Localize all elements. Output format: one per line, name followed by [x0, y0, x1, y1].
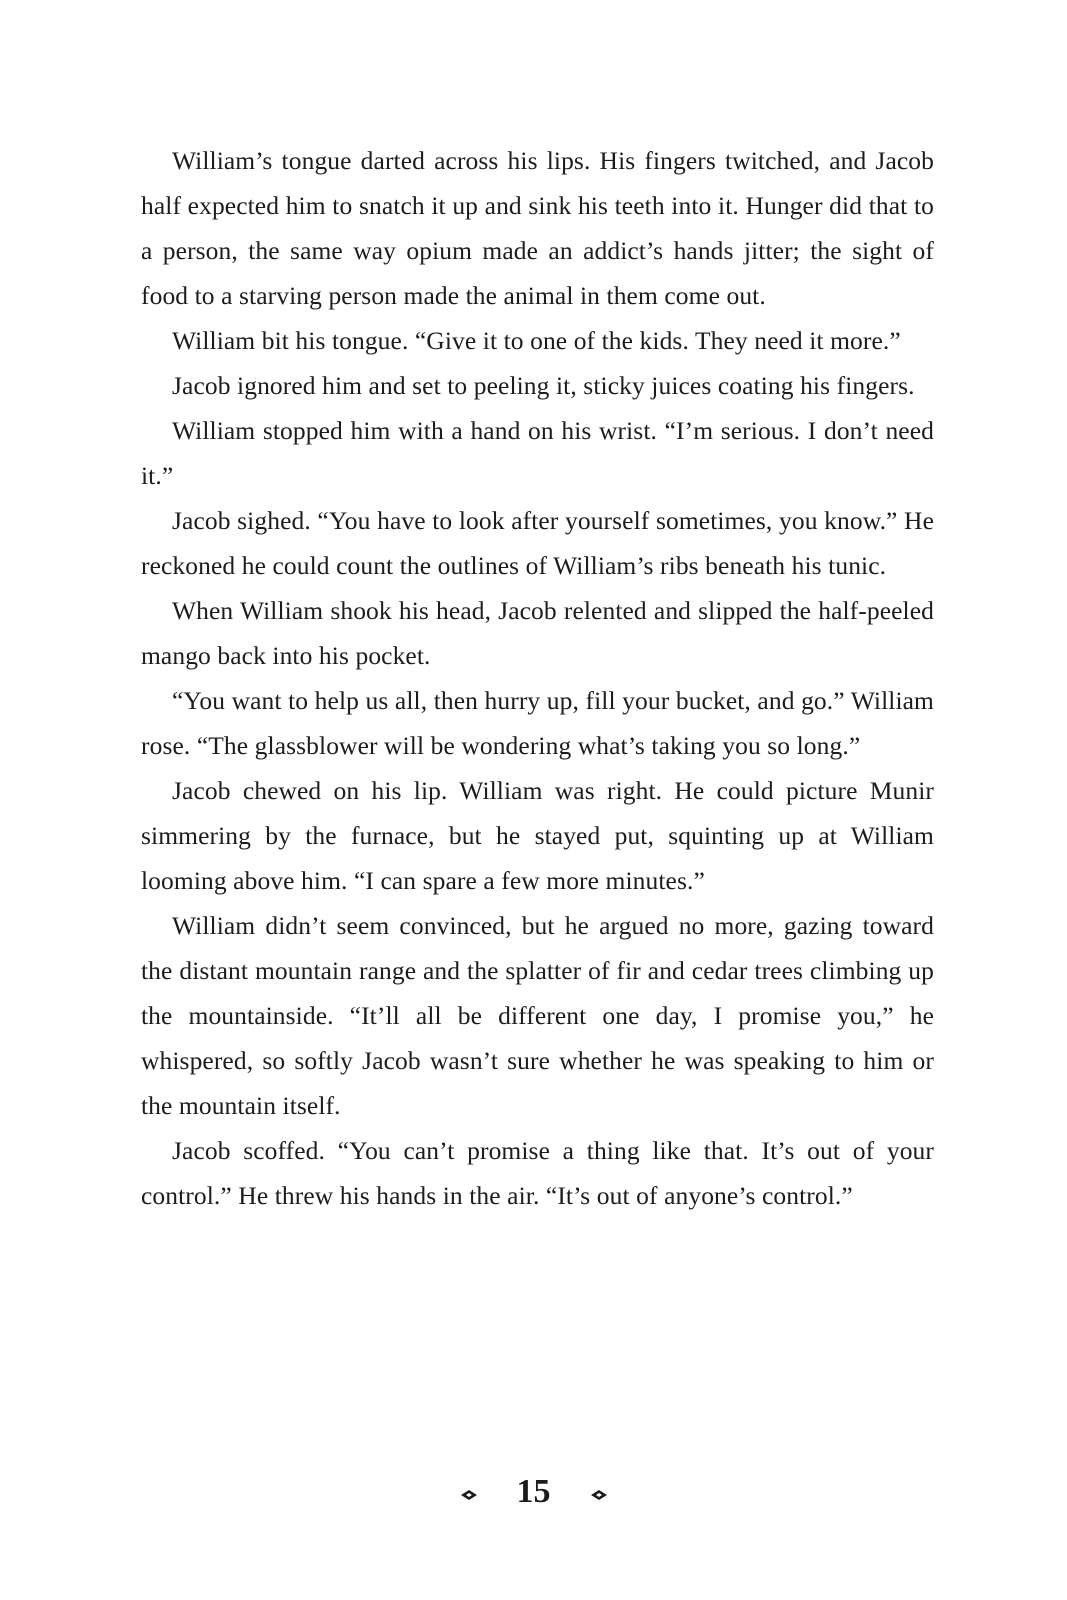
paragraph: Jacob sighed. “You have to look after yourself sometimes, you know.” He reckoned he could count the outlines of William’s ribs beneath his tunic. — [141, 506, 934, 580]
paragraph: William bit his tongue. “Give it to one of the kids. They need it more.” — [172, 326, 901, 355]
page-number: 15 — [516, 1473, 551, 1510]
paragraph: William stopped him with a hand on his wrist. “I’m serious. I don’t need it.” — [141, 416, 934, 490]
paragraph: Jacob scoffed. “You can’t promise a thing like that. It’s out of your control.” He threw his hands in the air. “It’s out of anyone’s control.” — [141, 1136, 934, 1210]
paragraph: When William shook his head, Jacob relented and slipped the half-peeled mango back into his pocket. — [141, 596, 934, 670]
diamond-ornament-icon — [461, 1487, 477, 1497]
paragraph: William didn’t seem convinced, but he argued no more, gazing toward the distant mountain range and the splatter of fir and cedar trees climbing up the mountainside. “It’ll all be different one day, I promise you,” he whispered, so softly Jacob wasn’t sure whether he was speaking to him or the mountain itself. — [141, 911, 934, 1120]
paragraph: “You want to help us all, then hurry up, fill your bucket, and go.” William rose. “The glassblower will be wondering what’s taking you so long.” — [141, 686, 934, 760]
paragraph: Jacob chewed on his lip. William was right. He could picture Munir simmering by the furnace, but he stayed put, squinting up at William looming above him. “I can spare a few more minutes.” — [141, 776, 934, 895]
paragraph: Jacob ignored him and set to peeling it, sticky juices coating his fingers. — [172, 371, 915, 400]
page-body — [141, 138, 934, 1218]
diamond-ornament-icon — [591, 1487, 607, 1497]
paragraph: William’s tongue darted across his lips. His fingers twitched, and Jacob half expected him to snatch it up and sink his teeth into it. Hunger did that to a person, the same way opium made an addict’s hands jitter; the sight of food to a starving person made the animal in them come out. — [141, 146, 934, 310]
page-footer — [0, 1462, 1067, 1522]
